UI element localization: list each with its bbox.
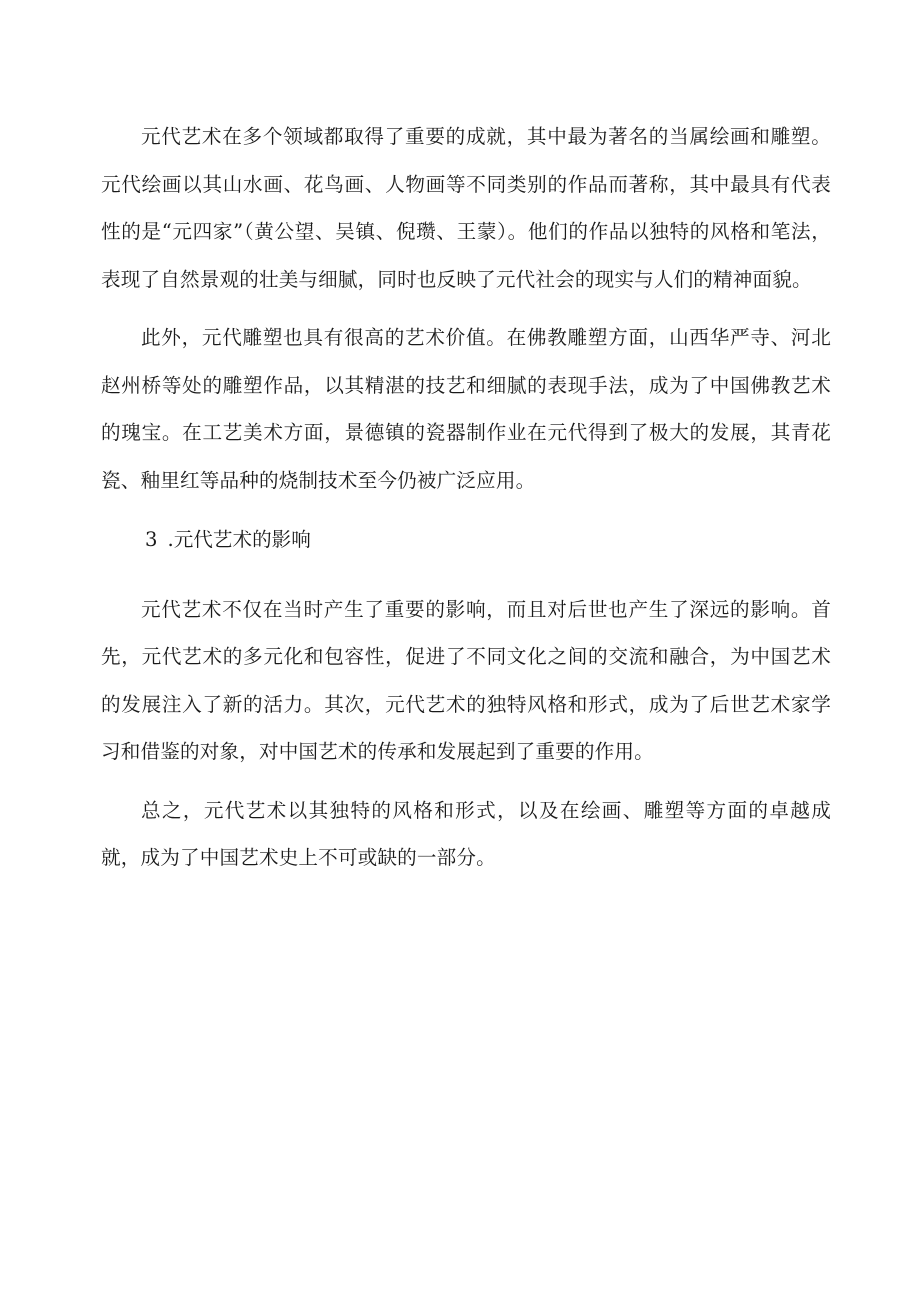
paragraph-sculpture-crafts: 此外，元代雕塑也具有很高的艺术价值。在佛教雕塑方面，山西华严寺、河北赵州桥等处的雕塑作品，以其精湛的技艺和细腻的表现手法，成为了中国佛教艺术的瑰宝。在工艺美术方面，景德镇的瓷器制作业在元代得到了极大的发展，其青花瓷、釉里红等品种的烧制技术至今仍被广泛应用。 (101, 326, 831, 492)
paragraph-conclusion: 总之，元代艺术以其独特的风格和形式，以及在绘画、雕塑等方面的卓越成就，成为了中国艺术史上不可或缺的一部分。 (101, 798, 831, 869)
section-title: .元代艺术的影响 (167, 528, 311, 551)
section-number: 3 (145, 528, 158, 551)
paragraph-painting-sculpture: 元代艺术在多个领域都取得了重要的成就，其中最为著名的当属绘画和雕塑。元代绘画以其山水画、花鸟画、人物画等不同类别的作品而著称，其中最具有代表性的是“元四家”（黄公望、吴镇、倪瓒、王蒙）。他们的作品以独特的风格和笔法，表现了自然景观的壮美与细腻，同时也反映了元代社会的现实与人们的精神面貌。 (101, 125, 831, 291)
document-body (101, 113, 831, 882)
section-heading (101, 516, 831, 564)
paragraph-influence: 元代艺术不仅在当时产生了重要的影响，而且对后世也产生了深远的影响。首先，元代艺术的多元化和包容性，促进了不同文化之间的交流和融合，为中国艺术的发展注入了新的活力。其次，元代艺术的独特风格和形式，成为了后世艺术家学习和借鉴的对象，对中国艺术的传承和发展起到了重要的作用。 (101, 597, 831, 763)
